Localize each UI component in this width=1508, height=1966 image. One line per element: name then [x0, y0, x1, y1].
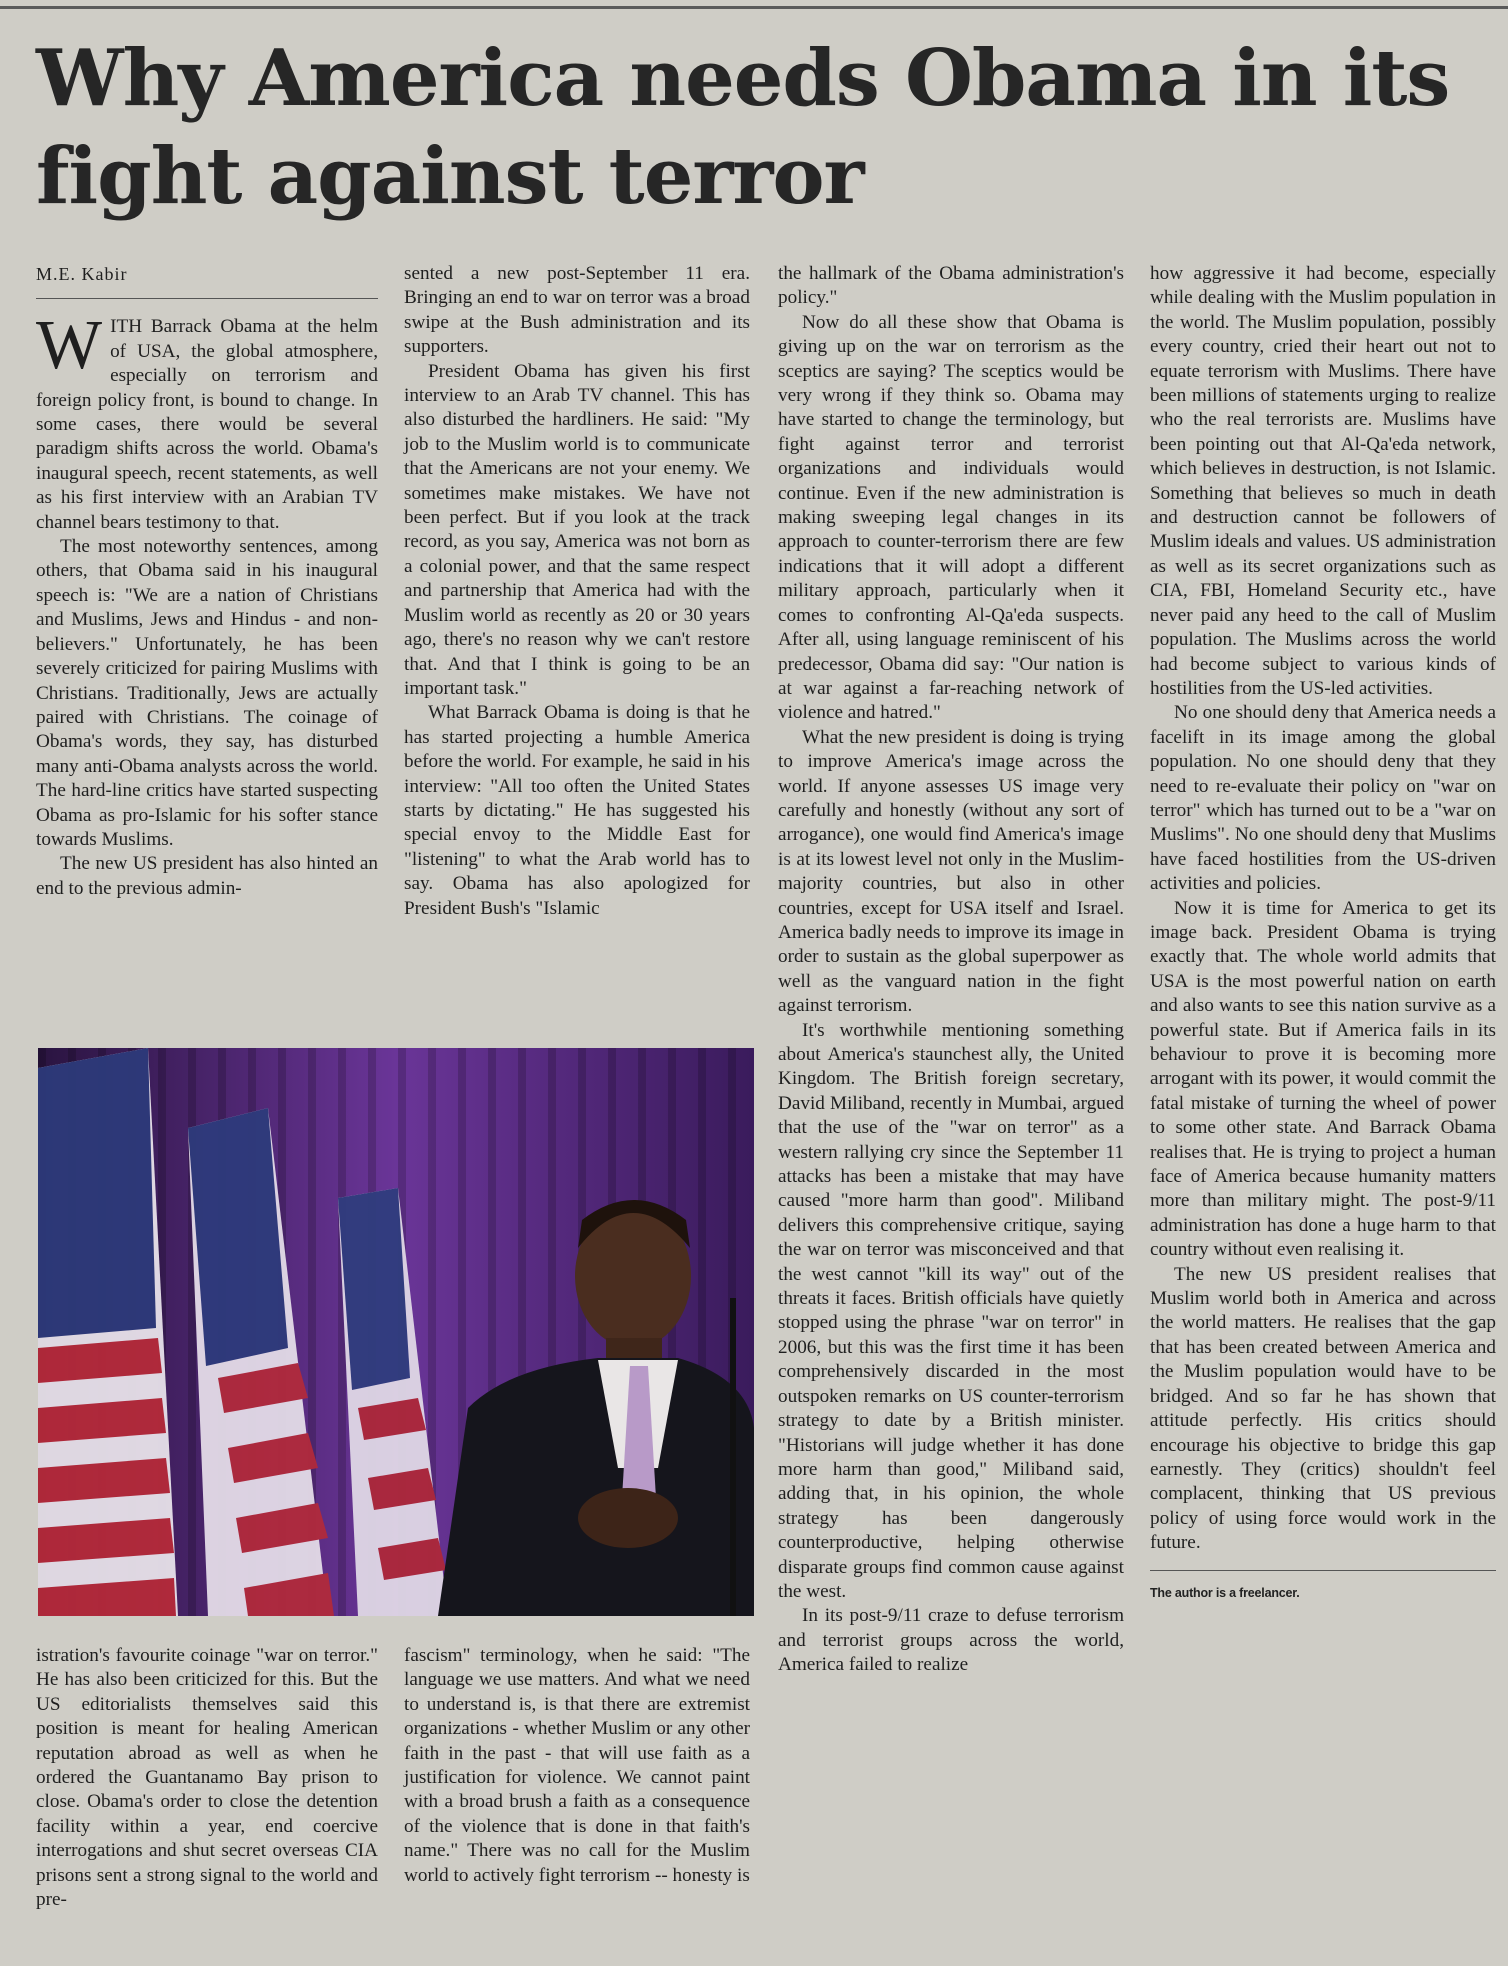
paragraph: the hallmark of the Obama administration's policy.": [778, 263, 1124, 309]
paragraph: The new US president has also hinted an end to the previous admin-: [36, 853, 378, 899]
photo-illustration: [38, 1048, 754, 1616]
column-3: [778, 262, 1124, 1678]
dropcap: W: [36, 307, 103, 385]
paragraph: Now do all these show that Obama is giving up on the war on terrorism as the sceptics are saying? The sceptics would be very wrong if they think so. Obama may have started to change the terminology, but fight against terror and terrorist organizations and individuals would continue. Even if the new administration is making sweeping legal changes in its approach to counter-terrorism there are few indications that it will adopt a different military approach, particularly when it comes to confronting Al-Qa'eda suspects. After all, using language reminiscent of his predecessor, Obama did say: "Our nation is at war against a far-reaching network of violence and hatred.": [778, 311, 1124, 724]
column-4: [1150, 262, 1496, 1605]
byline: M.E. Kabir: [36, 264, 128, 284]
paragraph: sented a new post-September 11 era. Bringing an end to war on terror was a broad swipe at the Bush administration and its supporters.: [404, 263, 750, 358]
paragraph: What the new president is doing is trying to improve America's image across the world. If anyone assesses US image very carefully and honestly (without any sort of arrogance), one would find America's image is at its lowest level not only in the Muslim-majority countries, but also in other countries, except for USA itself and Israel. America badly needs to improve its image in order to sustain as the global superpower as well as the vanguard nation in the fight against terrorism.: [778, 726, 1124, 1017]
paragraph: Now it is time for America to get its image back. President Obama is trying exactly that. The whole world admits that USA is the most powerful nation on earth and also wants to see this nation survive as a powerful state. But if America fails in its behaviour to prove it is becoming more arrogant with its power, it would commit the fatal mistake of turning the wheel of power to some other state. And Barrack Obama realises that. He is trying to project a human face of America because humanity matters more than military might. The post-9/11 administration has done a huge harm to that country without even realising it.: [1150, 897, 1496, 1261]
obama-photo: [38, 1048, 754, 1616]
paragraph: President Obama has given his first interview to an Arab TV channel. This has also disturbed the hardliners. He said: "My job to the Muslim world is to communicate that the Americans are not your enemy. We sometimes make mistakes. We have not been perfect. But if you look at the track record, as you say, America was not born as a colonial power, and that the same respect and partnership that America had with the Muslim world as recently as 20 or 30 years ago, there's no reason why we can't restore that. And that I think is going to be an important task.": [404, 360, 750, 699]
paragraph: The new US president realises that Muslim world both in America and across the world matters. He realises that the gap that has been created between America and the Muslim population would have to be bridged. And so far he has shown that attitude perfectly. His critics should encourage his objective to bridge this gap earnestly. They (critics) shouldn't feel complacent, thinking that US previous policy of using force would work in the future.: [1150, 1263, 1496, 1554]
paragraph: fascism" terminology, when he said: "The language we use matters. And what we need to understand is, is that there are extremist organizations - whether Muslim or any other faith in the past - that will use faith as a justification for violence. We cannot paint with a broad brush a faith as a consequence of the violence that is done in that faith's name." There was no call for the Muslim world to actively fight terrorism -- honesty is: [404, 1645, 750, 1886]
author-credit: The author is a freelancer.: [1150, 1585, 1300, 1600]
paragraph: istration's favourite coinage "war on terror." He has also been criticized for this. But the US editorialists themselves said this position is meant for healing American reputation abroad as well as when he ordered the Guantanamo Bay prison to close. Obama's order to close the detention facility within a year, end coercive interrogations and shut secret overseas CIA prisons sent a strong signal to the world and pre-: [36, 1645, 378, 1911]
paragraph: What Barrack Obama is doing is that he has started projecting a humble America before the world. For example, he said in his interview: "All too often the United States starts by dictating." He has suggested his special envoy to the Middle East for "listening" to what the Arab world has to say. Obama has also apologized for President Bush's "Islamic: [404, 702, 750, 919]
top-rule: [0, 6, 1508, 9]
credit-rule: [1150, 1570, 1496, 1571]
paragraph: It's worthwhile mentioning something about America's staunchest ally, the United Kingdom. The British foreign secretary, David Miliband, recently in Mumbai, argued that the use of the "war on terror" as a western rallying cry since the September 11 attacks has been a mistake that may have caused "more harm than good". Miliband delivers this comprehensive critique, saying the war on terror was misconceived and that the west cannot "kill its way" out of the threats it faces. British officials have quietly stopped using the phrase "war on terror" in 2006, but this was the first time it has been comprehensively discarded in the most outspoken remarks on US counter-terrorism strategy to date by a British minister. "Historians will judge whether it has done more harm than good," Miliband said, adding that, in his opinion, the whole strategy has been dangerously counterproductive, helping otherwise disparate groups find common cause against the west.: [778, 1019, 1124, 1602]
column-1-bottom: [36, 1644, 378, 1912]
column-1: [36, 262, 378, 901]
paragraph: The most noteworthy sentences, among others, that Obama said in his inaugural speech is: "We are a nation of Christians and Muslims, Jews and Hindus - and non-believers." Unfortunately, he has been severely criticized for pairing Muslims with Christians. Traditionally, Jews are actually paired with Christians. The coinage of Obama's words, they say, has disturbed many anti-Obama analysts across the world. The hard-line critics have started suspecting Obama as pro-Islamic for his softer stance towards Muslims.: [36, 536, 378, 850]
paragraph: how aggressive it had become, especially while dealing with the Muslim population in the world. The Muslim population, possibly every country, cried their heart out not to equate terrorism with Muslims. There have been millions of statements urging to realize who the real terrorists are. Muslims have been pointing out that Al-Qa'eda network, which believes in destruction, is not Islamic. Something that believes so much in death and destruction cannot be followers of Muslim ideals and values. US administration as well as its secret organizations such as CIA, FBI, Homeland Security etc., have never paid any heed to the call of Muslim population. The Muslims across the world had become subject to various kinds of hostilities from the US-led activities.: [1150, 263, 1496, 699]
column-2-bottom: [404, 1644, 750, 1888]
byline-rule: [36, 298, 378, 299]
column-2: [404, 262, 750, 921]
headline: Why America needs Obama in its fight against terror: [36, 33, 1450, 222]
paragraph: No one should deny that America needs a facelift in its image among the global population. No one should deny that they need to re-evaluate their policy on "war on terror" which has turned out to be a "war on Muslims". No one should deny that Muslims have faced hostilities from the US-driven activities and policies.: [1150, 702, 1496, 895]
paragraph: In its post-9/11 craze to defuse terrorism and terrorist groups across the world, America failed to realize: [778, 1605, 1124, 1676]
lead-paragraph: WITH Barrack Obama at the helm of USA, the global atmosphere, especially on terrorism and foreign policy front, is bound to change. In some cases, there would be several paradigm shifts across the world. Obama's inaugural speech, recent statements, as well as his first interview with an Arabian TV channel bears testimony to that.: [36, 307, 378, 533]
